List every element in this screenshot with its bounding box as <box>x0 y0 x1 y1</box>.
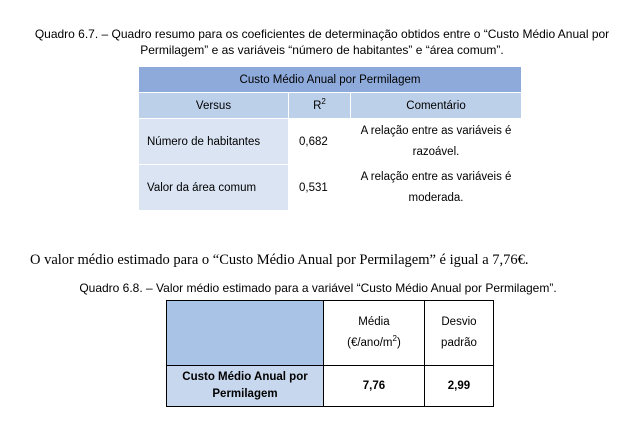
row-r2: 0,531 <box>289 165 351 211</box>
table-title: Custo Médio Anual por Permilagem <box>139 67 522 93</box>
value-media: 7,76 <box>324 366 425 407</box>
row-comment: A relação entre as variáveis é razoável. <box>351 119 522 165</box>
quadro-6-7-caption <box>24 26 620 58</box>
column-header-media: Média $(€/ano/m^2)$ <box>324 301 425 366</box>
table-row <box>139 165 522 211</box>
row-r2: 0,682 <box>289 119 351 165</box>
quadro-6-8-label: Quadro 6.8. – <box>79 281 153 295</box>
column-header-r2: $R^2$ <box>289 93 351 119</box>
row-label: Custo Médio Anual por Permilagem <box>167 366 324 407</box>
table-row <box>167 366 494 407</box>
quadro-6-8-caption-text: Valor médio estimado para a variável “Custo Médio Anual por Permilagem”. <box>156 281 557 295</box>
column-header-versus: Versus <box>139 93 289 119</box>
quadro-6-7-label: Quadro 6.7. – <box>34 27 109 41</box>
row-comment: A relação entre as variáveis é moderada. <box>351 165 522 211</box>
quadro-6-8-caption <box>40 280 596 296</box>
row-versus: Valor da área comum <box>139 165 289 211</box>
table-row <box>139 119 522 165</box>
quadro-6-8-table <box>166 300 494 407</box>
value-desvio: 2,99 <box>424 366 493 407</box>
column-header-desvio: Desvio padrão <box>424 301 493 366</box>
quadro-6-7-table <box>138 66 522 211</box>
quadro-6-7-caption-text: Quadro resumo para os coeficientes de determinação obtidos entre o “Custo Médio Anual por Permilagem” e as variáveis “número de habitantes” e “área comum”. <box>111 27 610 57</box>
row-versus: Número de habitantes <box>139 119 289 165</box>
body-paragraph: O valor médio estimado para o “Custo Médio Anual por Permilagem” é igual a 7,76€. <box>30 252 529 268</box>
column-header-comment: Comentário <box>351 93 522 119</box>
empty-header-cell <box>167 301 324 366</box>
